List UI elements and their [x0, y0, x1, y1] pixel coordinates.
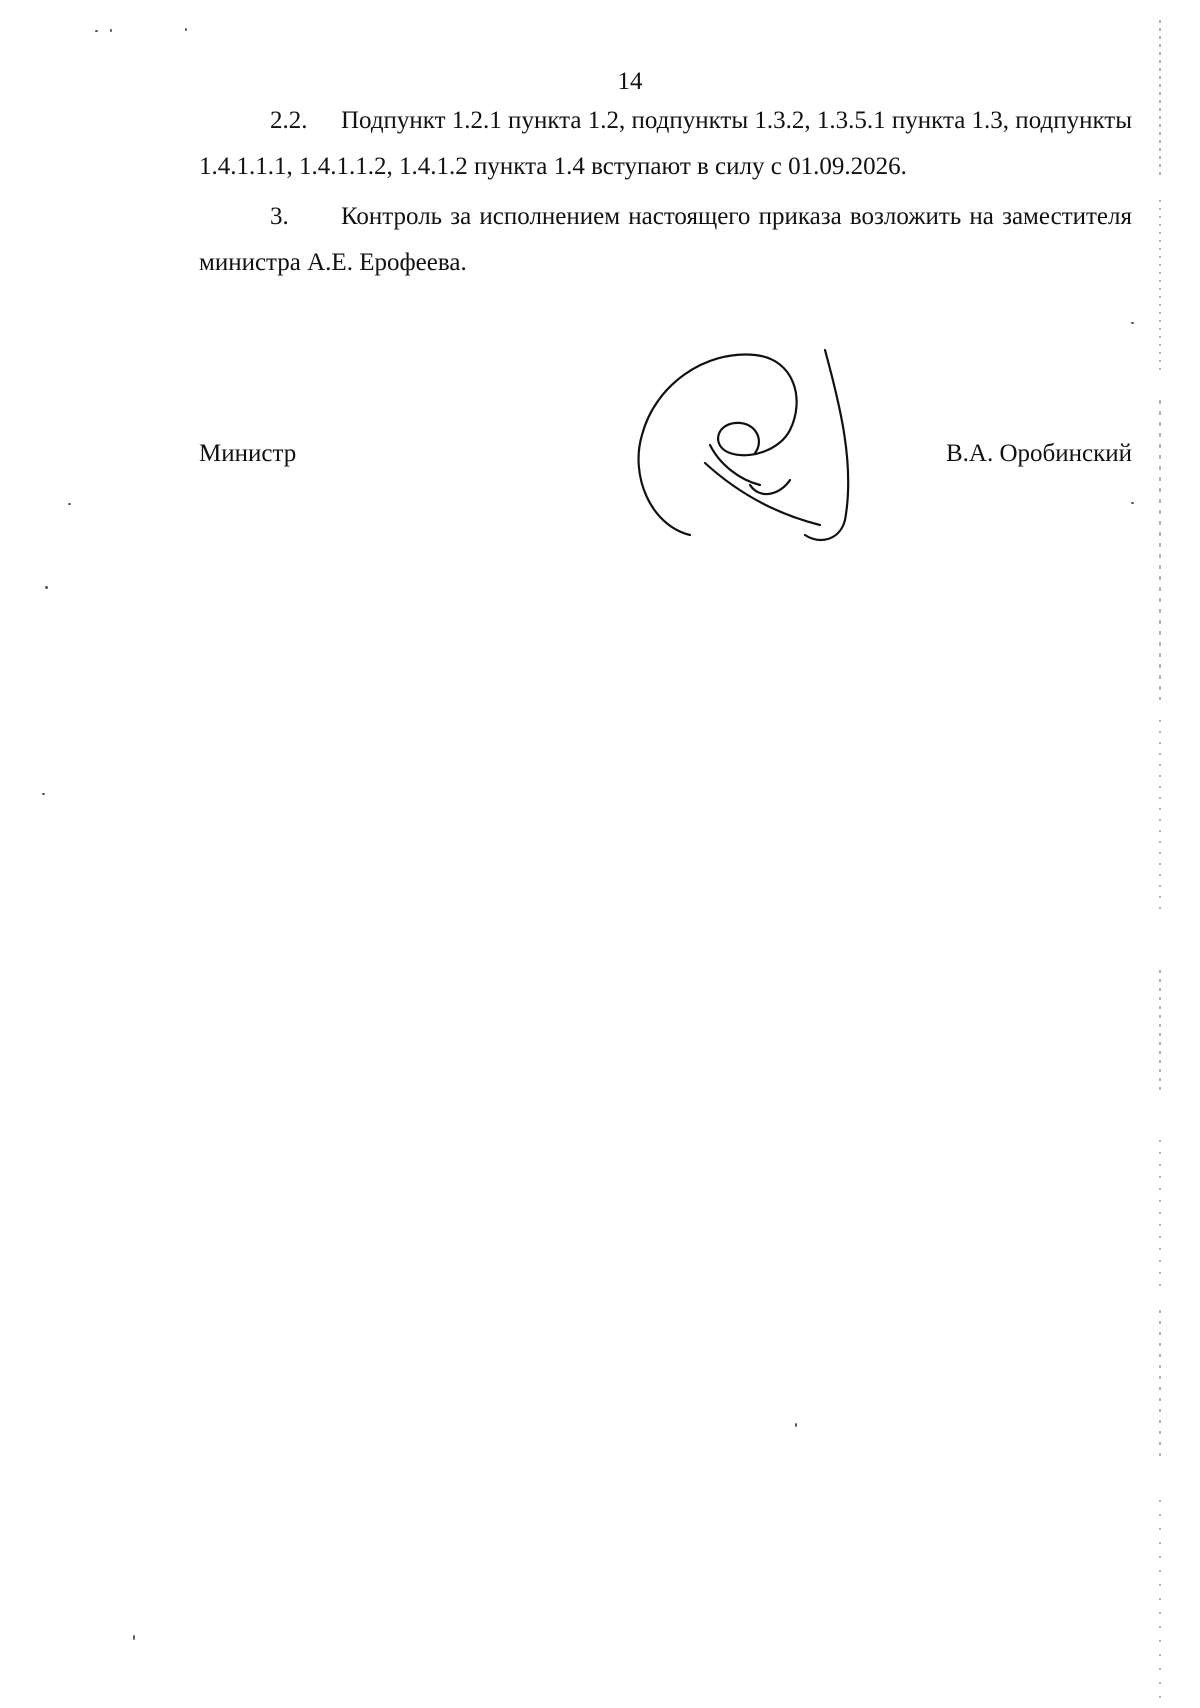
paragraph-text: Контроль за исполнением настоящего приказа возложить на заместителя министра А.Е. Ерофеева.	[199, 203, 1132, 276]
scan-speck	[110, 29, 112, 32]
paragraph-2-2	[199, 98, 1132, 190]
scan-speck	[45, 586, 48, 589]
signatory-title: Министр	[199, 440, 297, 467]
handwritten-signature	[630, 345, 890, 545]
scan-speck	[133, 1635, 135, 1640]
scan-speck	[1131, 502, 1134, 504]
scan-border-artifact	[1150, 0, 1164, 1708]
document-body	[199, 98, 1132, 290]
paragraph-text: Подпункт 1.2.1 пункта 1.2, подпункты 1.3.2, 1.3.5.1 пункта 1.3, подпункты 1.4.1.1.1, 1.4.1.1.2, 1.4.1.2 пункта 1.4 вступают в силу с 01.09.2026.	[199, 107, 1132, 180]
scan-speck	[795, 1423, 797, 1427]
paragraph-3	[199, 194, 1132, 286]
signatory-name: В.А. Оробинский	[945, 440, 1132, 467]
paragraph-number: 3.	[270, 203, 289, 230]
scan-speck	[185, 28, 187, 31]
scan-speck	[42, 793, 45, 795]
paragraph-number: 2.2.	[270, 107, 308, 134]
scan-speck	[95, 30, 98, 32]
scan-speck	[68, 503, 71, 505]
scan-speck	[1131, 322, 1134, 324]
page-number: 14	[617, 68, 643, 95]
